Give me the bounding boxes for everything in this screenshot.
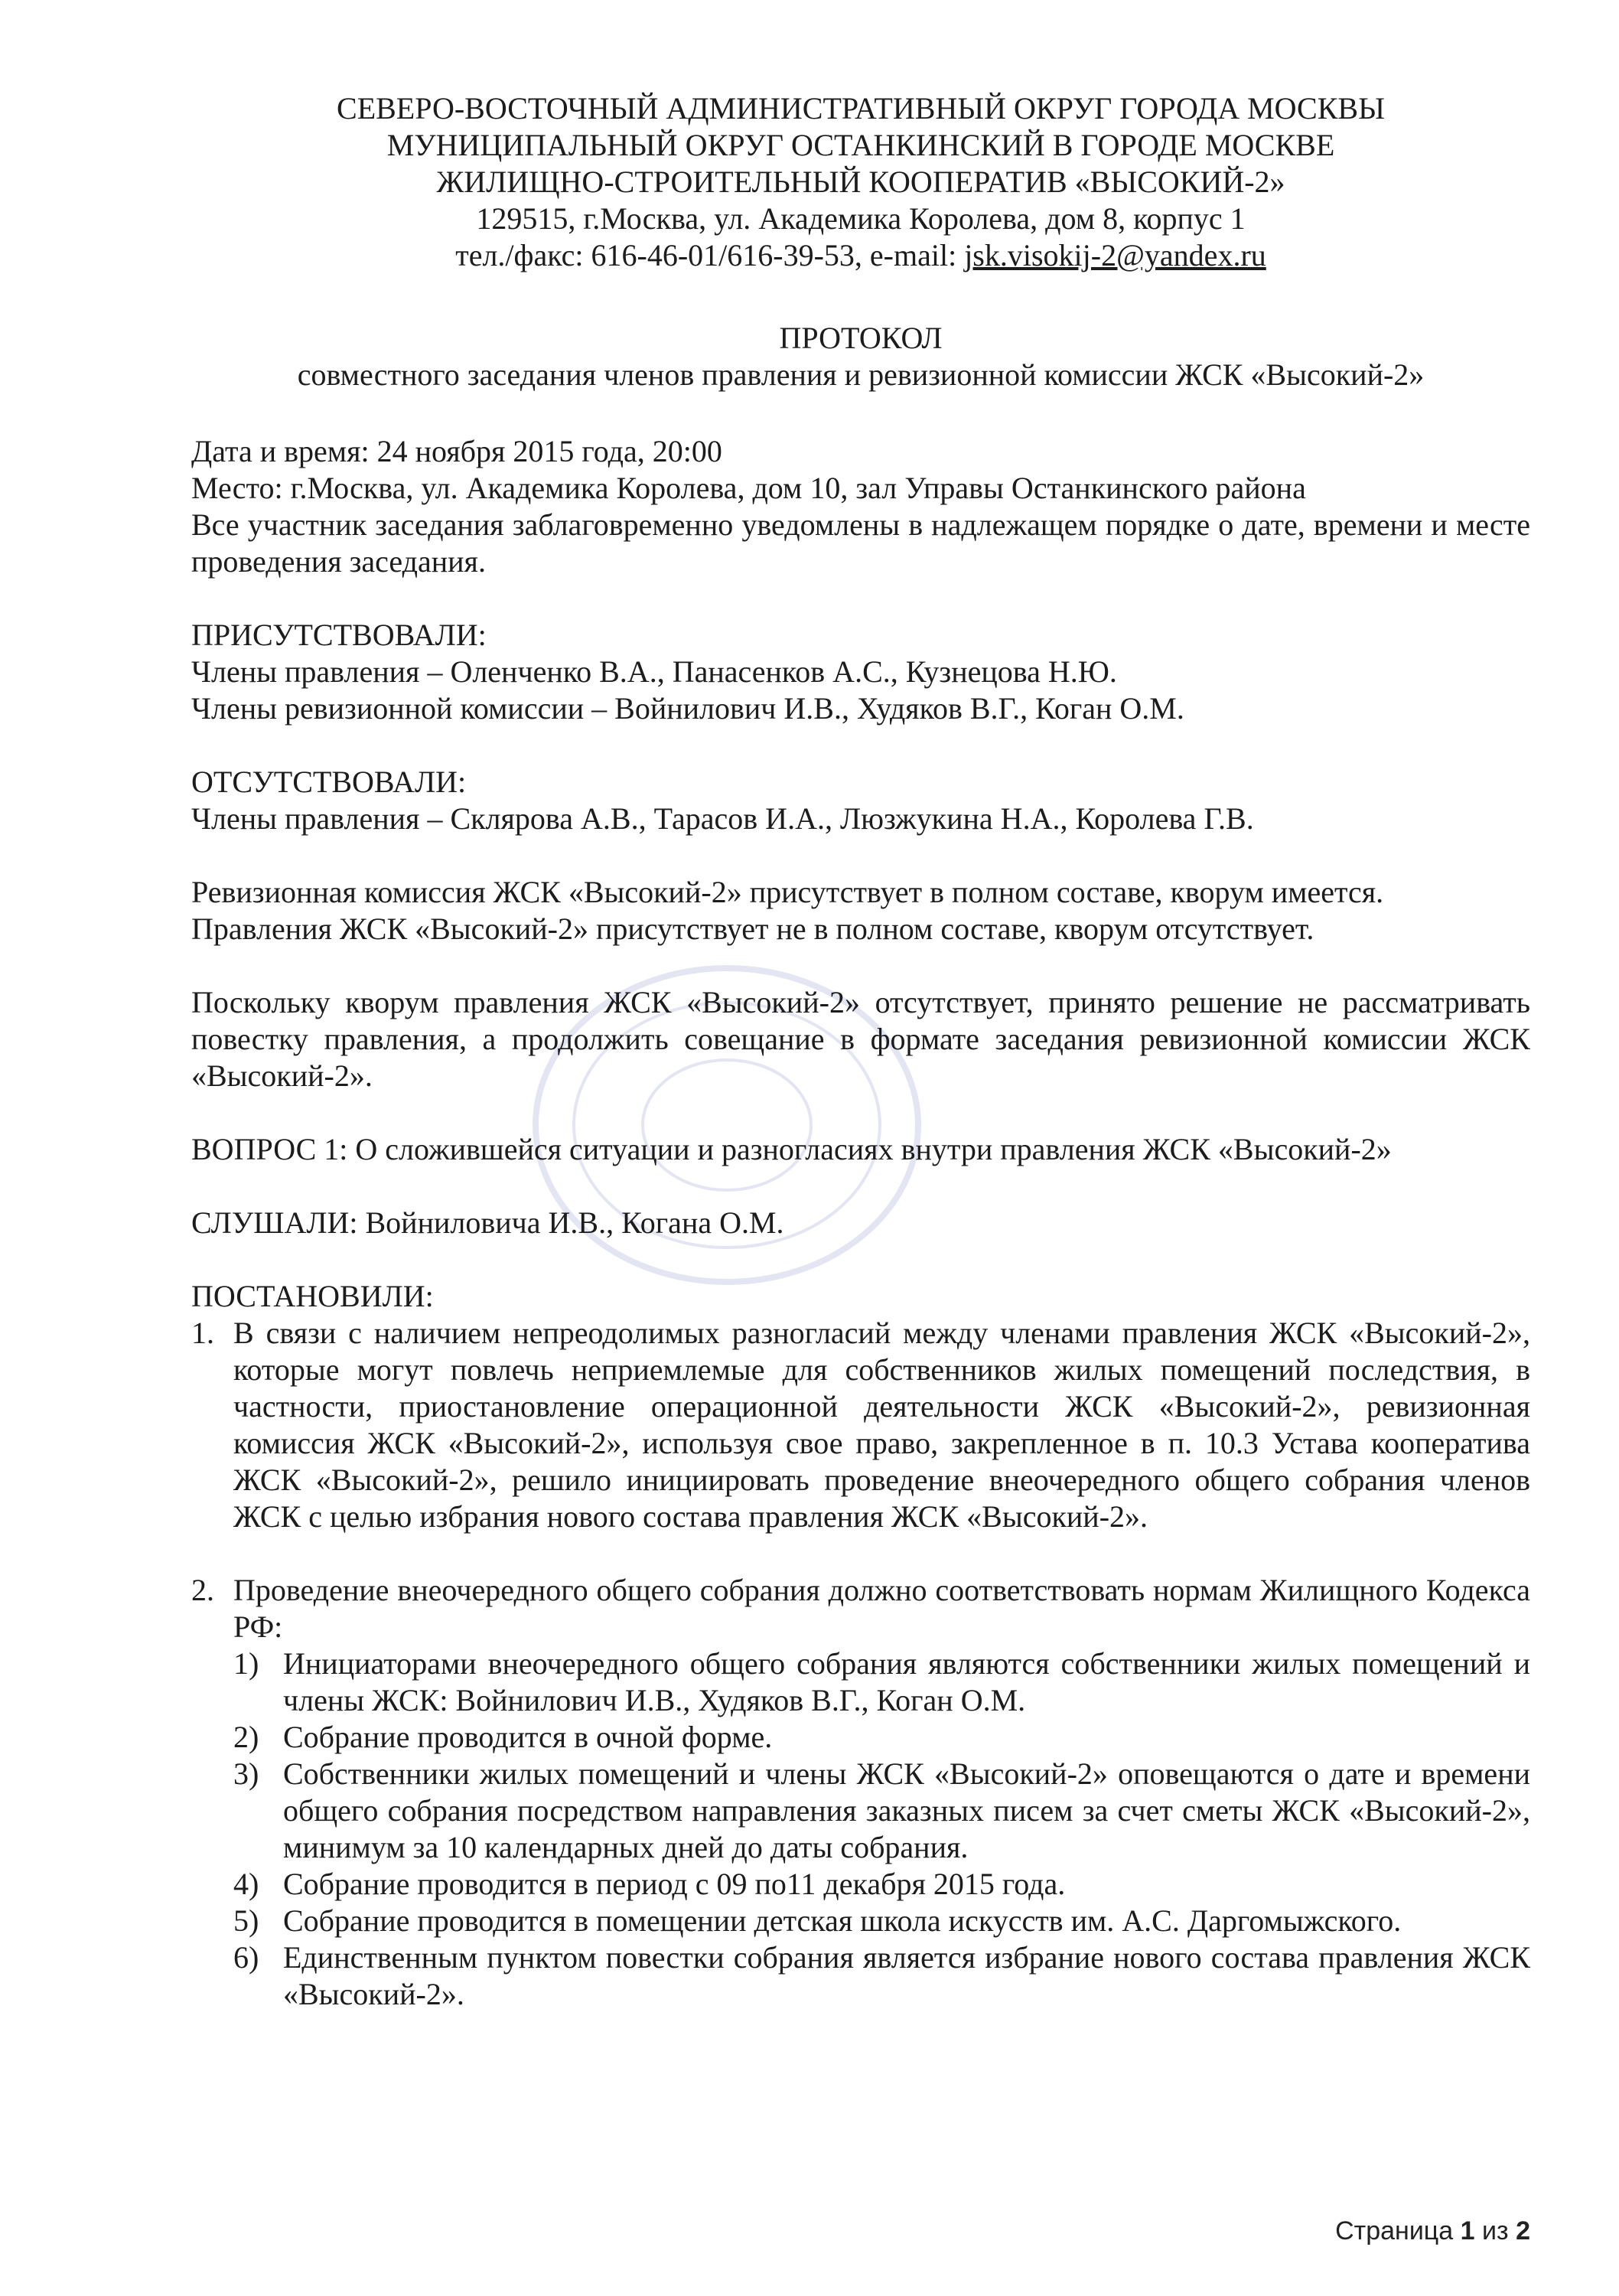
absent-heading: ОТСУТСТВОВАЛИ:: [191, 765, 467, 799]
resolved-item-2: [191, 1572, 1530, 1645]
page-prefix: Страница: [1335, 2216, 1454, 2245]
meeting-place: Место: г.Москва, ул. Академика Королева, дом 10, зал Управы Останкинского района: [191, 471, 1306, 505]
item-number: 2.: [191, 1573, 214, 1607]
header-cooperative: ЖИЛИЩНО-СТРОИТЕЛЬНЫЙ КООПЕРАТИВ «ВЫСОКИЙ-2»: [436, 165, 1285, 199]
letterhead: [191, 90, 1530, 274]
subitem-6: [233, 1939, 1530, 2013]
header-contacts: [191, 237, 1530, 274]
page-current: 1: [1460, 2216, 1475, 2245]
subitem-number: 4): [233, 1867, 259, 1901]
page-number: [1335, 2216, 1530, 2246]
header-municipal: МУНИЦИПАЛЬНЫЙ ОКРУГ ОСТАНКИНСКИЙ В ГОРОДЕ МОСКВЕ: [386, 128, 1335, 162]
subitem-number: 5): [233, 1903, 259, 1938]
header-district: СЕВЕРО-ВОСТОЧНЫЙ АДМИНИСТРАТИВНЫЙ ОКРУГ ГОРОДА МОСКВЫ: [337, 91, 1385, 126]
subitem-text: Собрание проводится в помещении детская школа искусств им. А.С. Даргомыжского.: [283, 1903, 1402, 1938]
decision-format: Поскольку кворум правления ЖСК «Высокий-2» отсутствует, принято решение не рассматривать повестку правления, а продолжить совещание в формате заседания ревизионной комиссии ЖСК «Высокий-2».: [191, 985, 1530, 1093]
subitem-text: Инициаторами внеочередного общего собрания являются собственники жилых помещений и члены ЖСК: Войнилович И.В., Худяков В.Г., Коган О.М.: [283, 1646, 1530, 1717]
quorum-audit: Ревизионная комиссия ЖСК «Высокий-2» присутствует в полном составе, кворум имеется.: [191, 875, 1384, 909]
subitem-4: [233, 1866, 1530, 1903]
subitem-text: Единственным пунктом повестки собрания является избрание нового состава правления ЖСК «Высокий-2».: [283, 1940, 1530, 2011]
heard-line: СЛУШАЛИ: Войниловича И.В., Когана О.М.: [191, 1205, 784, 1240]
subitem-number: 2): [233, 1720, 259, 1754]
subitem-1: [233, 1645, 1530, 1719]
page-total: 2: [1516, 2216, 1530, 2245]
quorum-board: Правления ЖСК «Высокий-2» присутствует не в полном составе, кворум отсутствует.: [191, 912, 1314, 946]
subitem-text: Собрание проводится в очной форме.: [283, 1720, 773, 1754]
contacts-phone: тел./факс: 616-46-01/616-39-53, e-mail:: [455, 238, 965, 272]
title-subheading: совместного заседания членов правления и ревизионной комиссии ЖСК «Высокий-2»: [297, 357, 1425, 392]
meeting-notice: Все участник заседания заблаговременно уведомлены в надлежащем порядке о дате, времени и месте проведения заседания.: [191, 507, 1530, 579]
subitem-2: [233, 1719, 1530, 1756]
item-text: В связи с наличием непреодолимых разногласий между членами правления ЖСК «Высокий-2», которые могут повлечь неприемлемые для собственников жилых помещений последствия, в частности, приостановление операционной деятельности ЖСК «Высокий-2», ревизионная комиссия ЖСК «Высокий-2», используя свое право, закрепленное в п. 10.3 Устава кооператива ЖСК «Высокий-2», решило инициировать проведение внеочередного общего собрания членов ЖСК с целью избрания нового состава правления ЖСК «Высокий-2».: [233, 1316, 1530, 1534]
item-text: Проведение внеочередного общего собрания должно соответствовать нормам Жилищного Кодекса РФ:: [233, 1573, 1530, 1644]
subitem-text: Собрание проводится в период с 09 по11 декабря 2015 года.: [283, 1867, 1066, 1901]
present-heading: ПРИСУТСТВОВАЛИ:: [191, 618, 487, 652]
subitem-3: [233, 1756, 1530, 1866]
subitem-number: 1): [233, 1646, 259, 1681]
email-link[interactable]: jsk.visokij-2@yandex.ru: [964, 238, 1266, 272]
present-board: Члены правления – Оленченко В.А., Панасенков А.С., Кузнецова Н.Ю.: [191, 654, 1117, 689]
header-address: 129515, г.Москва, ул. Академика Королева, дом 8, корпус 1: [476, 201, 1246, 236]
meeting-datetime: Дата и время: 24 ноября 2015 года, 20:00: [191, 434, 722, 468]
absent-board: Члены правления – Склярова А.В., Тарасов И.А., Люзжукина Н.А., Королева Г.В.: [191, 801, 1254, 836]
document-title: [191, 320, 1530, 393]
resolved-heading: ПОСТАНОВИЛИ:: [191, 1279, 434, 1313]
title-heading: ПРОТОКОЛ: [779, 321, 943, 355]
present-audit: Члены ревизионной комиссии – Войнилович И.В., Худяков В.Г., Коган О.М.: [191, 691, 1184, 726]
item-number: 1.: [191, 1316, 214, 1350]
question-1: ВОПРОС 1: О сложившейся ситуации и разногласиях внутри правления ЖСК «Высокий-2»: [191, 1132, 1392, 1166]
subitem-number: 6): [233, 1940, 259, 1975]
resolved-item-1: [191, 1315, 1530, 1535]
document-body: [191, 433, 1530, 2013]
subitem-text: Собственники жилых помещений и члены ЖСК «Высокий-2» оповещаются о дате и времени общего собрания посредством направления заказных писем за счет сметы ЖСК «Высокий-2», минимум за 10 календарных дней до даты собрания.: [283, 1756, 1530, 1864]
subitem-number: 3): [233, 1756, 259, 1791]
subitem-5: [233, 1903, 1530, 1939]
page-sep: из: [1482, 2216, 1509, 2245]
